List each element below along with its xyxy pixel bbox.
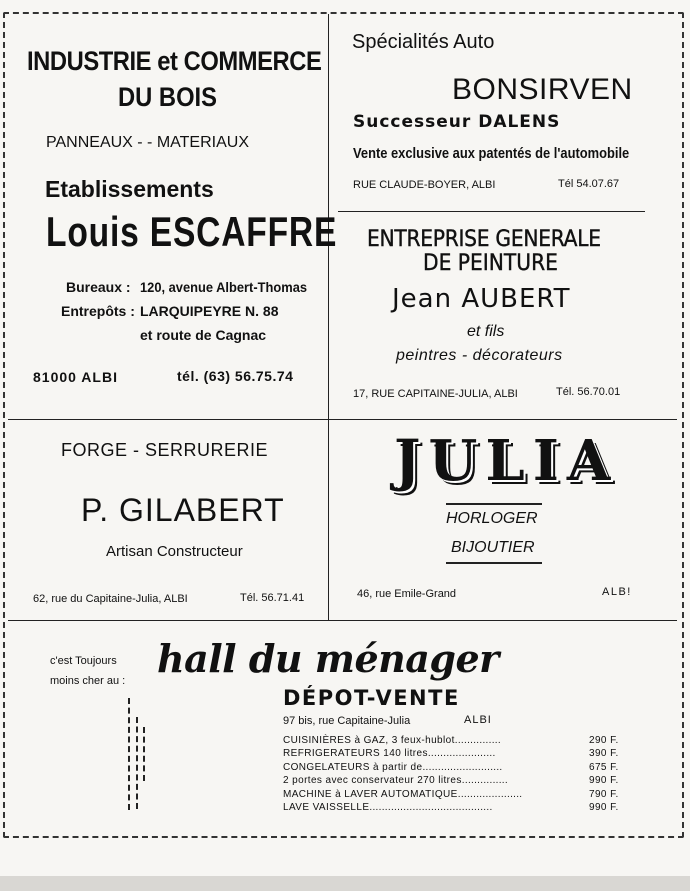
ad-bonsirven-tagline: Vente exclusive aux patentés de l'automobile: [353, 145, 630, 162]
ad-hall-brand: hall du ménager: [157, 636, 499, 681]
ad-industrie-name: Louis ESCAFFRE: [46, 208, 338, 255]
price-row-label: LAVE VAISSELLE: [283, 802, 370, 813]
ad-julia-rule-top: [446, 503, 542, 505]
ad-julia-logo: JULIA: [394, 428, 619, 494]
ad-aubert-suffix: et fils: [467, 323, 505, 340]
ad-hall-intro2: moins cher au :: [50, 675, 126, 687]
ad-aubert-title-2: DE PEINTURE: [423, 251, 558, 276]
price-row-dots: ...............: [461, 775, 508, 787]
ad-aubert-trade: peintres - décorateurs: [396, 347, 563, 364]
ad-julia-address: 46, rue Emile-Grand: [357, 588, 457, 600]
ad-industrie-phone: tél. (63) 56.75.74: [177, 368, 294, 384]
price-row: [283, 789, 623, 802]
ad-aubert-address: 17, RUE CAPITAINE-JULIA, ALBI: [353, 388, 518, 400]
ad-gilabert-phone: Tél. 56.71.41: [240, 592, 305, 604]
ad-industrie-entrepots-value: LARQUIPEYRE N. 88: [140, 303, 279, 319]
price-row-price: 790 F.: [589, 788, 619, 800]
price-row-label: MACHINE à LAVER AUTOMATIQUE: [283, 788, 458, 800]
price-row-price: 990 F.: [589, 775, 619, 787]
price-row: [283, 748, 623, 761]
ad-industrie-title-1: INDUSTRIE et COMMERCE: [27, 46, 322, 76]
ad-bonsirven-phone: Tél 54.07.67: [558, 178, 620, 190]
price-row-dots: ...............: [454, 735, 501, 746]
ad-hall-city: ALBI: [464, 714, 492, 726]
ad-industrie-bureaux-value: 120, avenue Albert-Thomas: [140, 279, 308, 295]
price-row-price: 990 F.: [589, 802, 619, 813]
ad-bonsirven-address: RUE CLAUDE-BOYER, ALBI: [353, 179, 496, 191]
ad-industrie-title-2: DU BOIS: [118, 82, 218, 112]
price-row-price: 675 F.: [589, 761, 619, 773]
ad-industrie-label: Etablissements: [45, 176, 214, 202]
ad-aubert-phone: Tél. 56.70.01: [556, 386, 621, 398]
divider-middle: [8, 419, 677, 420]
ad-gilabert-heading: FORGE - SERRURERIE: [61, 440, 269, 460]
price-row-dots: ........................................: [369, 802, 493, 813]
ad-hall-subtitle: DÉPOT-VENTE: [283, 686, 460, 710]
price-row-price: 390 F.: [589, 748, 619, 760]
ad-hall-ornament-1: [128, 698, 132, 810]
vertical-divider: [328, 14, 329, 620]
ad-industrie-entrepots-value2: et route de Cagnac: [140, 327, 267, 343]
price-row-price: 290 F.: [589, 735, 619, 746]
price-row-label: CUISINIÈRES à GAZ, 3 feux-hublot: [283, 735, 455, 746]
price-row-label: REFRIGERATEURS 140 litres: [283, 748, 428, 760]
price-row: [283, 775, 623, 788]
ad-aubert-title-1: ENTREPRISE GENERALE: [367, 227, 601, 252]
price-row-label: 2 portes avec conservateur 270 litres: [283, 775, 462, 787]
ad-bonsirven-name: BONSIRVEN: [452, 73, 633, 106]
ad-julia-line2: BIJOUTIER: [451, 539, 535, 556]
ad-gilabert-name: P. GILABERT: [81, 492, 285, 528]
price-row-dots: ......................: [427, 748, 496, 760]
ad-industrie-entrepots-label: Entrepôts :: [61, 303, 135, 319]
page-bottom-edge: [0, 876, 690, 891]
price-row: [283, 762, 623, 775]
ad-gilabert-address: 62, rue du Capitaine-Julia, ALBI: [33, 593, 188, 605]
divider-bottom: [8, 620, 677, 621]
ad-bonsirven-successor: Successeur DALENS: [353, 112, 561, 132]
price-row-dots: ..........................: [422, 761, 503, 773]
ad-julia-rule-bottom: [446, 562, 542, 564]
ad-industrie-products: PANNEAUX - - MATERIAUX: [46, 134, 249, 151]
ad-industrie-bureaux-label: Bureaux :: [66, 279, 131, 295]
ad-julia-city: ALB!: [602, 586, 632, 598]
ad-aubert-name: Jean AUBERT: [392, 284, 571, 314]
ad-julia-line1: HORLOGER: [446, 510, 538, 527]
ad-gilabert-trade: Artisan Constructeur: [106, 543, 243, 560]
ad-hall-intro1: c'est Toujours: [50, 655, 117, 667]
price-row-label: CONGELATEURS à partir de: [283, 761, 423, 773]
ad-hall-ornament-2: [136, 717, 140, 809]
ad-hall-ornament-3: [143, 727, 147, 781]
price-row-dots: .....................: [457, 788, 523, 800]
ad-industrie-city: 81000 ALBI: [33, 369, 118, 385]
ad-bonsirven-heading: Spécialités Auto: [352, 31, 495, 53]
divider-top-right: [338, 211, 645, 212]
price-row: [283, 802, 623, 815]
price-row: [283, 735, 623, 748]
ad-hall-address: 97 bis, rue Capitaine-Julia: [283, 715, 411, 727]
